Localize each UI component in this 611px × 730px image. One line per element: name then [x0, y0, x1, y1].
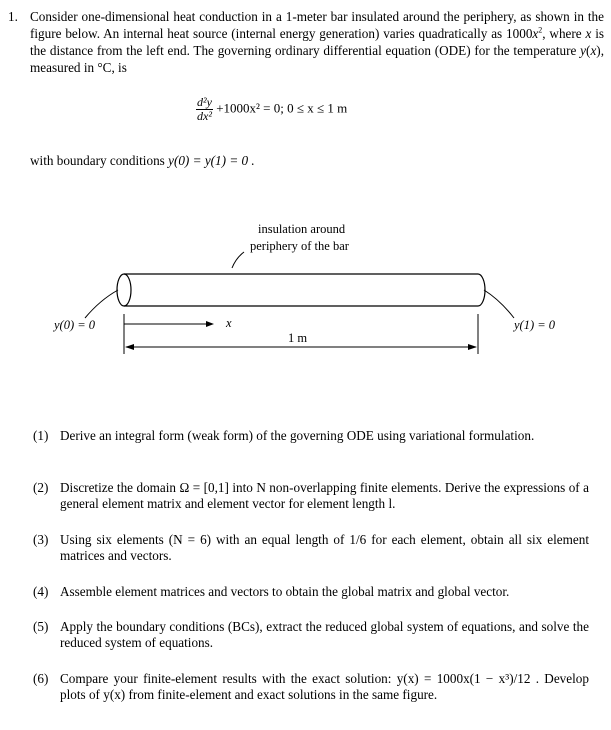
task-2: (2) Discretize the domain Ω = [0,1] into N non-overlapping finite elements. Derive the expressions of a general element matrix and element vector for element length l. [33, 480, 589, 511]
bar-left-end [117, 274, 131, 306]
boundary-conditions: with boundary conditions y(0) = y(1) = 0 . [30, 153, 255, 168]
insulation-label-2: periphery of the bar [250, 239, 349, 253]
task-5: (5) Apply the boundary conditions (BCs), extract the reduced global system of equations, and solve the reduced system of equations. [33, 619, 589, 650]
dimension-left-arrow [125, 344, 134, 350]
bar-right-end [478, 274, 485, 306]
task-6: (6) Compare your finite-element results with the exact solution: y(x) = 1000x(1 − x³)/12 . Develop plots of y(x) from finite-element and exact solutions in the same figure. [33, 671, 589, 702]
insulation-label-1: insulation around [258, 222, 346, 236]
right-bc-pointer [484, 290, 514, 318]
equation-rest: +1000x² = 0; 0 ≤ x ≤ 1 m [216, 100, 348, 116]
task-1: (1) Derive an integral form (weak form) of the governing ODE using variational formulation. [33, 428, 535, 443]
task-3: (3) Using six elements (N = 6) with an equal length of 1/6 for each element, obtain all six element matrices and vectors. [33, 532, 589, 563]
dimension-right-arrow [468, 344, 477, 350]
problem-intro: Consider one-dimensional heat conduction in a 1-meter bar insulated around the periphery, as shown in the figure below. An internal heat source (internal energy generation) varies quadratically as $1000x^2$, where x is the distance from the left end. The governing ordinary differential equation (ODE) for the temperature y(x), measured in °C, is [30, 9, 605, 75]
problem-number: 1. [8, 9, 18, 24]
derivative-fraction: $\frac{\text{d²y}}{\text{dx²}}$ [197, 95, 212, 123]
left-bc-pointer [85, 290, 118, 318]
length-label: 1 m [288, 331, 308, 345]
right-bc-label: y(1) = 0 [514, 318, 556, 332]
x-axis-arrowhead [206, 321, 214, 327]
left-bc-label: y(0) = 0 [54, 318, 96, 332]
x-axis-label: x [226, 316, 232, 330]
task-4: (4) Assemble element matrices and vectors to obtain the global matrix and global vector. [33, 584, 510, 599]
insulation-leader-line [232, 252, 244, 268]
